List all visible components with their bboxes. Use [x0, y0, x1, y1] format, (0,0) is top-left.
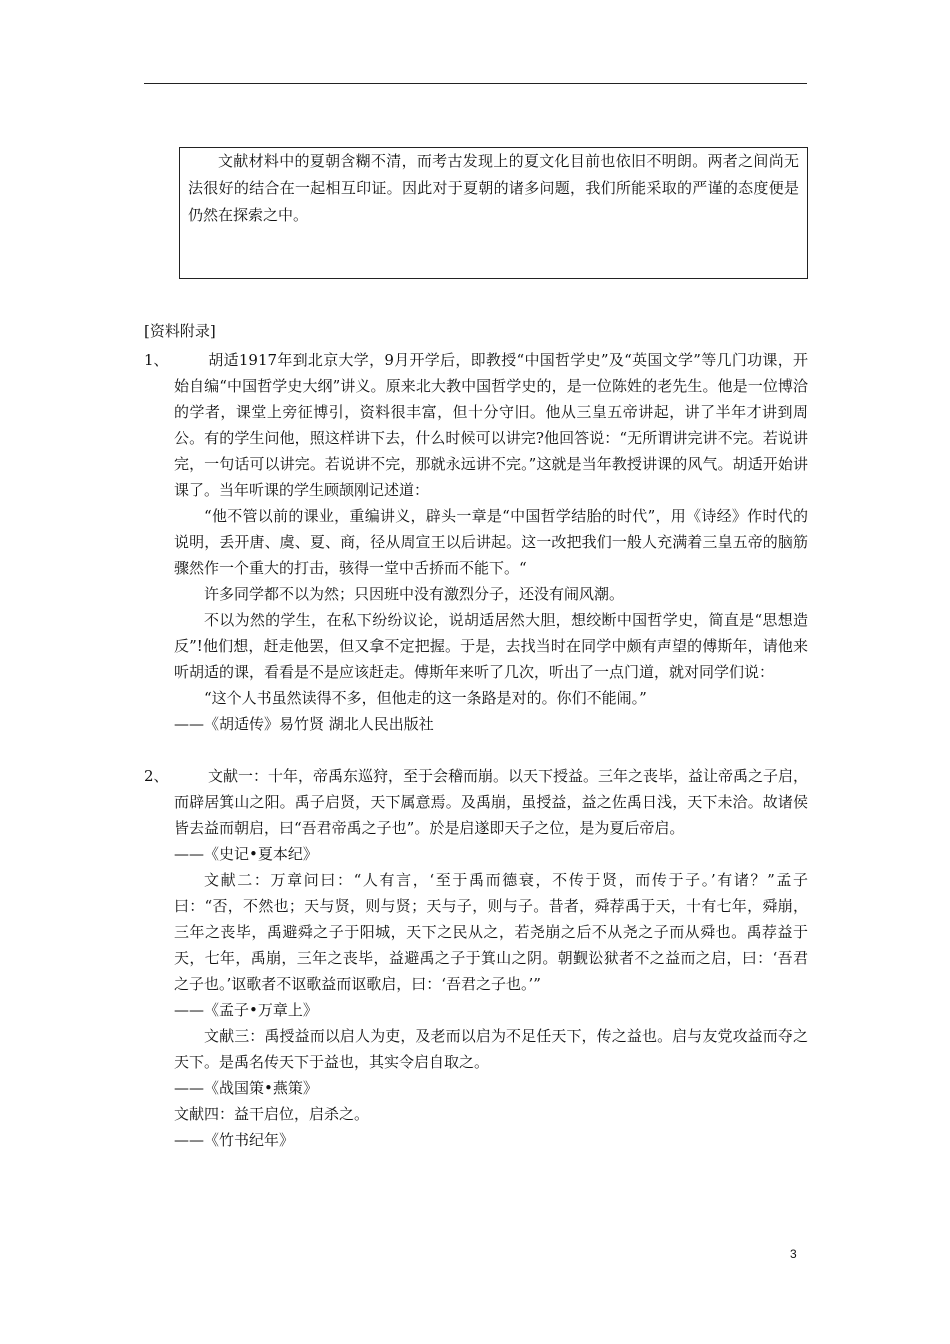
source-citation: ——《胡适传》易竹贤 湖北人民出版社	[174, 715, 434, 733]
appendix-item-1	[144, 347, 808, 737]
paragraph-text: 胡适1917年到北京大学，9月开学后，即教授“中国哲学史”及“英国文学”等几门功课，开始自编“中国哲学史大纲”讲义。原来北大教中国哲学史的，是一位陈姓的老先生。他是一位博洽的学者，课堂上旁征博引，资料很丰富，但十分守旧。他从三皇五帝讲起，讲了半年才讲到周公。有的学生问他，照这样讲下去，什么时候可以讲完?他回答说：“无所谓讲完讲不完。若说讲完，一句话可以讲完。若说讲不完，那就永远讲不完。”这就是当年教授讲课的风气。胡适开始讲课了。当年听课的学生顾颉刚记述道：	[174, 351, 808, 499]
paragraph: 不以为然的学生，在私下纷纷议论，说胡适居然大胆，想绞断中国哲学史，简直是“思想造反”!他们想，赶走他罢，但又拿不定把握。于是，去找当时在同学中颇有声望的傅斯年，请他来听胡适的课，看看是不是应该赶走。傅斯年来听了几次，听出了一点门道，就对同学们说：	[174, 611, 808, 681]
page-number: 3	[790, 1247, 797, 1261]
item-number: 1、	[144, 351, 169, 369]
source-citation: ——《战国策•燕策》	[174, 1079, 318, 1097]
source-citation: ——《竹书纪年》	[174, 1131, 295, 1149]
header-rule	[144, 83, 807, 84]
paragraph-text: 文献一：十年，帝禹东巡狩，至于会稽而崩。以天下授益。三年之丧毕，益让帝禹之子启，而辟居箕山之阳。禹子启贤，天下属意焉。及禹崩，虽授益，益之佐禹日浅，天下未洽。故诸侯皆去益而朝启，曰“吾君帝禹之子也”。於是启遂即天子之位，是为夏后帝启。	[174, 767, 809, 837]
paragraph: 文献四：益干启位，启杀之。	[174, 1105, 370, 1123]
summary-text: 文献材料中的夏朝含糊不清，而考古发现上的夏文化目前也依旧不明朗。两者之间尚无法很好的结合在一起相互印证。因此对于夏朝的诸多问题，我们所能采取的严谨的态度便是仍然在探索之中。	[188, 152, 799, 224]
paragraph: 文献三：禹授益而以启人为吏，及老而以启为不足任天下，传之益也。启与友党攻益而夺之天下。是禹名传天下于益也，其实令启自取之。	[174, 1027, 808, 1071]
section-title: [资料附录]	[144, 322, 216, 340]
item-number: 2、	[144, 767, 169, 785]
appendix-item-2	[144, 763, 808, 1153]
paragraph: 许多同学都不以为然；只因班中没有激烈分子，还没有闹风潮。	[204, 585, 625, 603]
source-citation: ——《史记•夏本纪》	[174, 845, 318, 863]
paragraph	[174, 347, 808, 503]
quote: “这个人书虽然读得不多，但他走的这一条路是对的。你们不能闹。”	[204, 689, 647, 707]
summary-box	[179, 147, 808, 279]
paragraph: 文献二：万章问曰：“人有言，‘至于禹而德衰，不传于贤，而传于子。’有诸？”孟子曰：“否，不然也；天与贤，则与贤；天与子，则与子。昔者，舜荐禹于天，十有七年，舜崩，三年之丧毕，禹避舜之子于阳城，天下之民从之，若尧崩之后不从尧之子而从舜也。禹荐益于天，七年，禹崩，三年之丧毕，益避禹之子于箕山之阴。朝觐讼狱者不之益而之启，曰：‘吾君之子也。’讴歌者不讴歌益而讴歌启，曰：‘吾君之子也。’”	[174, 871, 808, 993]
source-citation: ——《孟子•万章上》	[174, 1001, 318, 1019]
paragraph	[174, 763, 808, 841]
paragraph: “他不管以前的课业，重编讲义，辟头一章是“中国哲学结胎的时代”，用《诗经》作时代的说明，丢开唐、虞、夏、商，径从周宣王以后讲起。这一改把我们一般人充满着三皇五帝的脑筋骤然作一个重大的打击，骇得一堂中舌挢而不能下。“	[174, 507, 808, 577]
